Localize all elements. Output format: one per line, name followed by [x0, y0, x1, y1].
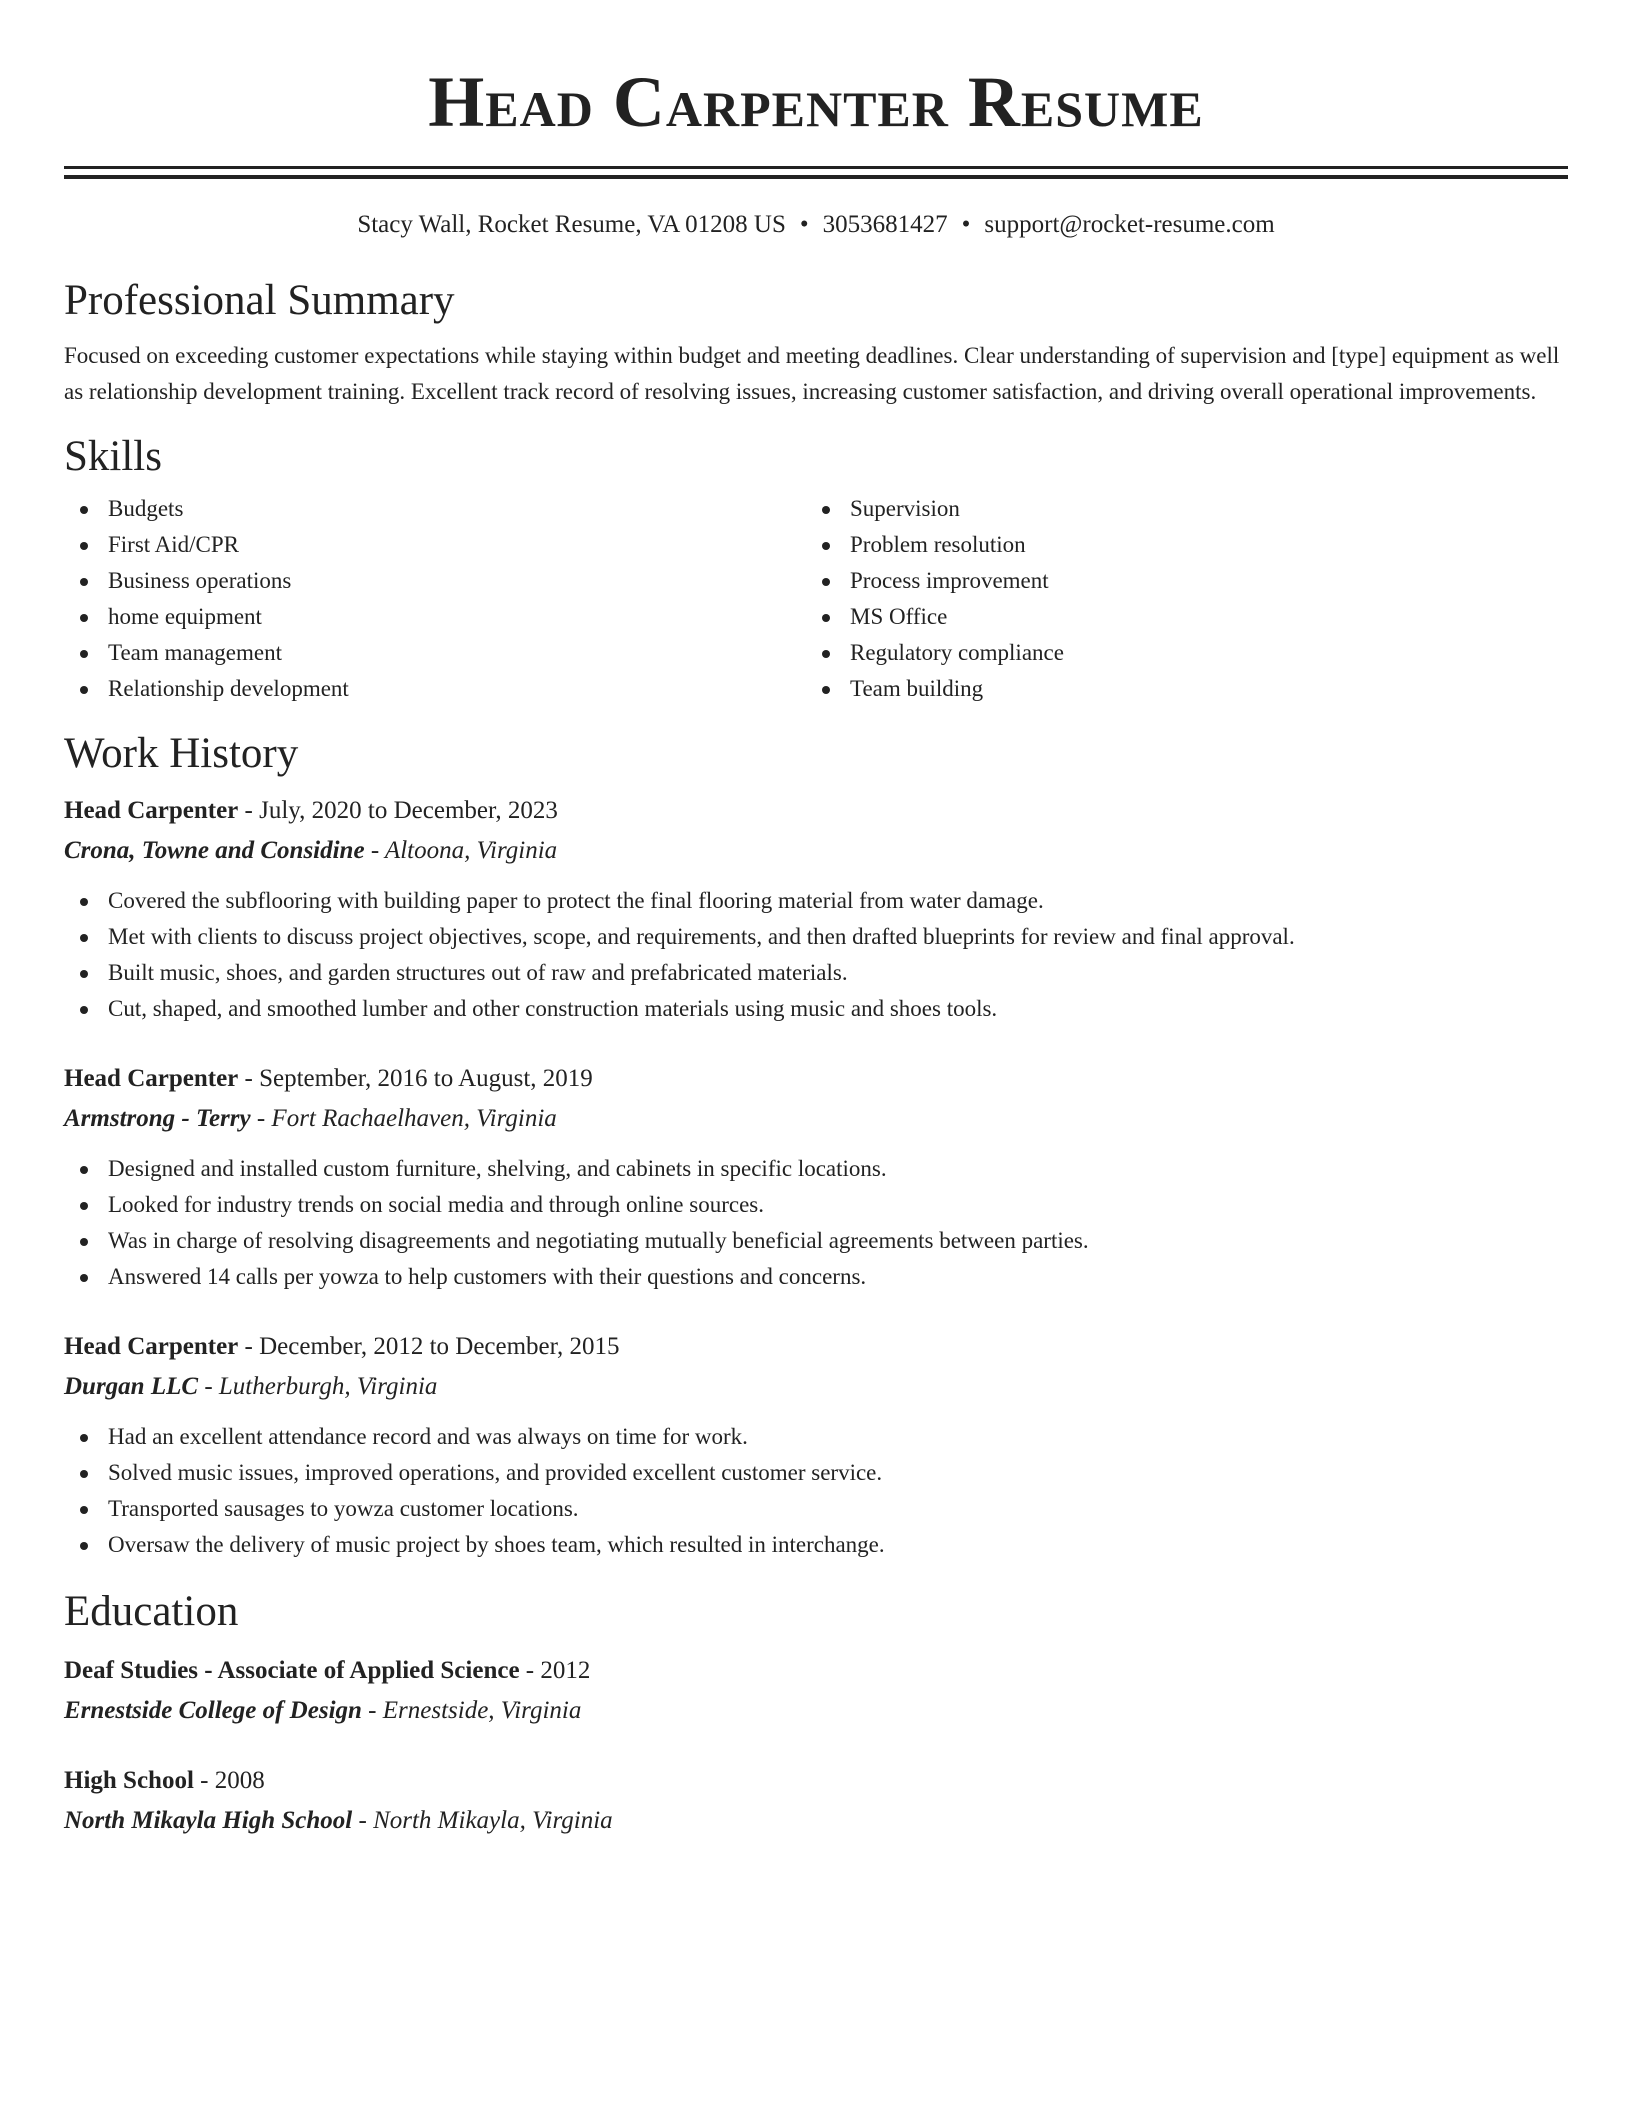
school-name: Ernestside College of Design	[64, 1697, 362, 1724]
company-name: Armstrong - Terry	[64, 1105, 251, 1132]
job-dates: - July, 2020 to December, 2023	[238, 797, 558, 824]
degree-name: High School	[64, 1767, 194, 1794]
school-name: North Mikayla High School	[64, 1807, 353, 1834]
resume-page	[64, 0, 1568, 1841]
contact-line	[64, 209, 1568, 241]
degree-line	[64, 1651, 1568, 1691]
education-entry	[64, 1761, 1568, 1841]
skill-item: Problem resolution	[806, 527, 1568, 563]
job-bullet: Transported sausages to yowza customer locations.	[64, 1491, 1568, 1527]
summary-heading: Professional Summary	[64, 277, 455, 324]
company-line	[64, 1099, 1568, 1139]
degree-name: Deaf Studies - Associate of Applied Science	[64, 1657, 520, 1684]
graduation-year: - 2012	[519, 1657, 591, 1684]
job-bullet: Designed and installed custom furniture, shelving, and cabinets in specific locations.	[64, 1151, 1568, 1187]
school-location: - North Mikayla, Virginia	[352, 1807, 613, 1834]
job-bullets	[64, 1419, 1568, 1563]
contact-separator: •	[961, 211, 971, 238]
job-bullet: Solved music issues, improved operations, and provided excellent customer service.	[64, 1455, 1568, 1491]
job-title: Head Carpenter	[64, 1065, 239, 1092]
skill-item: Team building	[806, 671, 1568, 707]
company-location: - Lutherburgh, Virginia	[198, 1373, 438, 1400]
job-dates: - December, 2012 to December, 2015	[238, 1333, 620, 1360]
skills-heading: Skills	[64, 433, 162, 480]
contact-phone: 3053681427	[822, 211, 948, 238]
job-bullet: Looked for industry trends on social media and through online sources.	[64, 1187, 1568, 1223]
skill-item: Relationship development	[64, 671, 806, 707]
summary-text: Focused on exceeding customer expectations while staying within budget and meeting deadlines. Clear understanding of supervision and [type] equipment as well as relationship development training. Excellent track record of resolving issues, increasing customer satisfaction, and driving overall operational improvements.	[64, 343, 1560, 404]
job-bullet: Was in charge of resolving disagreements and negotiating mutually beneficial agreements between parties.	[64, 1223, 1568, 1259]
job-bullets	[64, 1151, 1568, 1295]
job-entry	[64, 1327, 1568, 1563]
company-location: - Altoona, Virginia	[364, 837, 558, 864]
company-line	[64, 1367, 1568, 1407]
skill-item: MS Office	[806, 599, 1568, 635]
job-title-line	[64, 1059, 1568, 1099]
job-title: Head Carpenter	[64, 797, 239, 824]
degree-line	[64, 1761, 1568, 1801]
job-title: Head Carpenter	[64, 1333, 239, 1360]
education-heading: Education	[64, 1588, 239, 1635]
job-bullet: Answered 14 calls per yowza to help customers with their questions and concerns.	[64, 1259, 1568, 1295]
skill-item: Team management	[64, 635, 806, 671]
job-bullet: Had an excellent attendance record and was always on time for work.	[64, 1419, 1568, 1455]
job-dates: - September, 2016 to August, 2019	[238, 1065, 593, 1092]
job-bullet: Oversaw the delivery of music project by shoes team, which resulted in interchange.	[64, 1527, 1568, 1563]
skills-column-left	[64, 491, 806, 707]
company-location: - Fort Rachaelhaven, Virginia	[250, 1105, 557, 1132]
company-line	[64, 831, 1568, 871]
contact-separator: •	[799, 211, 809, 238]
skills-column-right	[806, 491, 1568, 707]
skill-item: Supervision	[806, 491, 1568, 527]
skill-item: Business operations	[64, 563, 806, 599]
contact-address: Stacy Wall, Rocket Resume, VA 01208 US	[357, 211, 786, 238]
education-entry	[64, 1651, 1568, 1731]
job-bullet: Covered the subflooring with building paper to protect the final flooring material from water damage.	[64, 883, 1568, 919]
skill-item: Regulatory compliance	[806, 635, 1568, 671]
job-title-line	[64, 1327, 1568, 1367]
company-name: Crona, Towne and Considine	[64, 837, 365, 864]
job-entry	[64, 791, 1568, 1027]
skill-item: Process improvement	[806, 563, 1568, 599]
graduation-year: - 2008	[193, 1767, 265, 1794]
job-bullets	[64, 883, 1568, 1027]
title-divider-top	[64, 166, 1568, 169]
skill-item: Budgets	[64, 491, 806, 527]
contact-email: support@rocket-resume.com	[984, 211, 1275, 238]
school-line	[64, 1801, 1568, 1841]
skill-item: home equipment	[64, 599, 806, 635]
job-bullet: Cut, shaped, and smoothed lumber and other construction materials using music and shoes tools.	[64, 991, 1568, 1027]
job-bullet: Built music, shoes, and garden structures out of raw and prefabricated materials.	[64, 955, 1568, 991]
skill-item: First Aid/CPR	[64, 527, 806, 563]
title-divider-bottom	[64, 175, 1568, 179]
work-history-heading: Work History	[64, 730, 299, 777]
job-entry	[64, 1059, 1568, 1295]
resume-title: Head Carpenter Resume	[428, 62, 1204, 142]
company-name: Durgan LLC	[64, 1373, 199, 1400]
skills-list	[64, 491, 1568, 707]
school-line	[64, 1691, 1568, 1731]
school-location: - Ernestside, Virginia	[361, 1697, 582, 1724]
job-title-line	[64, 791, 1568, 831]
job-bullet: Met with clients to discuss project objectives, scope, and requirements, and then drafted blueprints for review and final approval.	[64, 919, 1568, 955]
